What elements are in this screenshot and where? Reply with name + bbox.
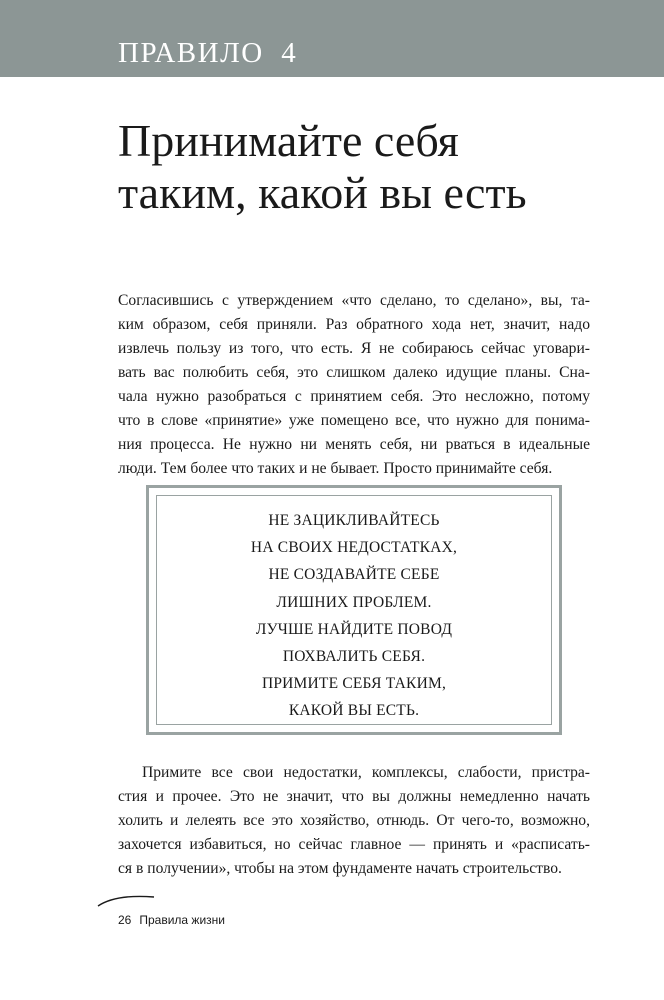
text-line: что в слове «принятие» уже помещено все, что нужно для понима- bbox=[118, 412, 590, 429]
text-line: извлечь пользу из того, что есть. Я не собираюсь сейчас уговари- bbox=[118, 340, 590, 357]
callout-line: ПРИМИТЕ СЕБЯ ТАКИМ, bbox=[261, 675, 447, 693]
callout-line: ЛУЧШЕ НАЙДИТЕ ПОВОД bbox=[255, 620, 453, 638]
callout-text bbox=[149, 507, 559, 725]
callout-box bbox=[146, 485, 562, 735]
book-title: Правила жизни bbox=[139, 913, 225, 927]
chapter-title-line: Принимайте себя bbox=[118, 115, 459, 166]
chapter-title-line: таким, какой вы есть bbox=[118, 167, 527, 218]
text-line: ния процесса. Не нужно ни менять себя, ни рваться в идеальные bbox=[118, 436, 590, 453]
callout-line: КАКОЙ ВЫ ЕСТЬ. bbox=[288, 702, 420, 720]
callout-line: НЕ СОЗДАВАЙТЕ СЕБЕ bbox=[268, 566, 440, 584]
text-line: ся в получении», чтобы на этом фундаменте начать строительство. bbox=[118, 860, 562, 877]
rule-label: ПРАВИЛО 4 bbox=[118, 37, 298, 69]
text-line: холить и лелеять все это хозяйство, отнюдь. От чего-то, возможно, bbox=[118, 812, 590, 829]
page-number: 26 bbox=[118, 913, 132, 927]
text-line: вать вас полюбить себя, это слишком далеко идущие планы. Сна- bbox=[118, 364, 590, 381]
text-line: Примите все свои недостатки, комплексы, слабости, пристра- bbox=[142, 764, 590, 781]
text-line: чала нужно разобраться с принятием себя. Это несложно, потому bbox=[118, 388, 590, 405]
text-line: люди. Тем более что таких и не бывает. Просто принимайте себя. bbox=[118, 460, 553, 477]
text-line: Согласившись с утверждением «что сделано, то сделано», вы, та- bbox=[118, 292, 590, 309]
header-band bbox=[0, 0, 664, 77]
chapter-title bbox=[118, 115, 638, 219]
callout-line: НЕ ЗАЦИКЛИВАЙТЕСЬ bbox=[268, 512, 440, 529]
text-line: ким образом, себя приняли. Раз обратного хода нет, значит, надо bbox=[118, 316, 590, 333]
page-footer bbox=[118, 913, 225, 927]
text-line: захочется избавиться, но сейчас главное — принять и «расписать- bbox=[118, 836, 590, 853]
footer-arc-decoration bbox=[96, 893, 156, 907]
paragraph-2 bbox=[118, 761, 590, 881]
callout-line: ПОХВАЛИТЬ СЕБЯ. bbox=[282, 648, 426, 666]
paragraph-1 bbox=[118, 289, 590, 481]
callout-line: ЛИШНИХ ПРОБЛЕМ. bbox=[276, 593, 432, 611]
text-line: стия и прочее. Это не значит, что вы должны немедленно начать bbox=[118, 788, 590, 805]
callout-line: НА СВОИХ НЕДОСТАТКАХ, bbox=[250, 539, 458, 557]
